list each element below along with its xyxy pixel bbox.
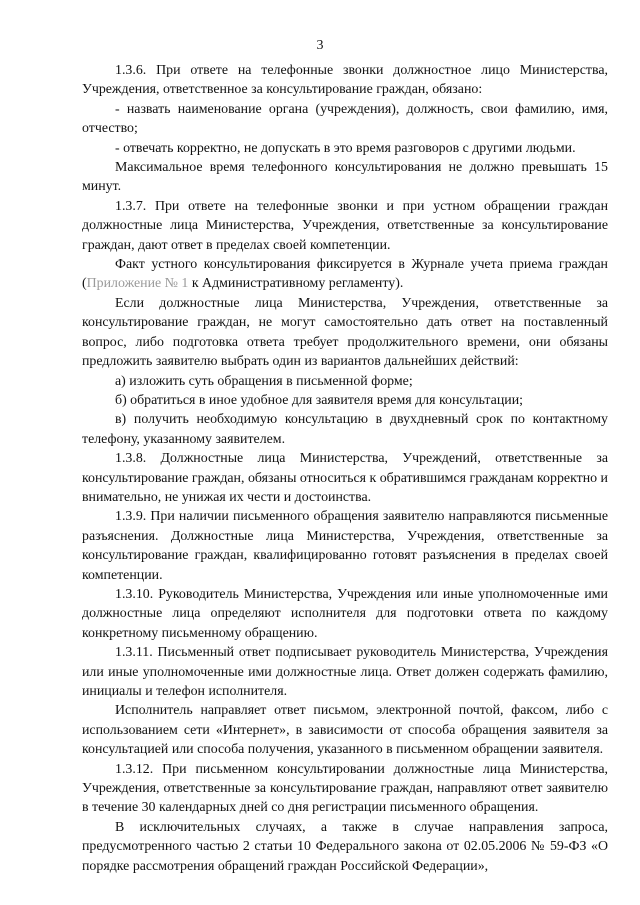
appendix-reference-link[interactable]: Приложение № 1 xyxy=(86,276,189,292)
page-number: 3 xyxy=(316,38,324,53)
paragraph-1-3-8: 1.3.8. Должностные лица Министерства, Учреждений, ответственные за консультирование граждан, обязаны относиться к обратившимся гражданам корректно и внимательно, не унижая их чести и достоинства. xyxy=(82,451,608,505)
paragraph-options-intro: Если должностные лица Министерства, Учреждения, ответственные за консультирование граждан, не могут самостоятельно дать ответ на поставленный вопрос, либо подготовка ответа требует продолжительного времени, они обязаны предложить заявителю выбрать один из вариантов дальнейших действий: xyxy=(82,295,608,370)
paragraph-executor-sends: Исполнитель направляет ответ письмом, электронной почтой, факсом, либо с использованием сети «Интернет», в зависимости от способа обращения заявителя за консультацией или способа получения, указанного в письменном обращении заявителя. xyxy=(82,703,608,758)
document-body xyxy=(82,61,608,876)
paragraph-exceptional-cases: В исключительных случаях, а также в случае направления запроса, предусмотренного частью 2 статьи 10 Федерального закона от 02.05.2006 № 59-ФЗ «О порядке рассмотрения обращений граждан Российской Федерации», xyxy=(82,819,608,874)
option-a: а) изложить суть обращения в письменной форме; xyxy=(115,373,413,389)
option-b: б) обратиться в иное удобное для заявителя время для консультации; xyxy=(115,392,524,408)
journal-text-before: Факт устного консультирования фиксируется в Журнале учета приема граждан ( xyxy=(82,257,608,292)
paragraph-1-3-7: 1.3.7. При ответе на телефонные звонки и при устном обращении граждан должностные лица Министерства, Учреждения, ответственные за консультирование граждан, дают ответ в пределах своей компетенции. xyxy=(82,198,608,253)
paragraph-1-3-12: 1.3.12. При письменном консультировании должностные лица Министерства, Учреждения, ответственные за консультирование граждан, направляют ответ заявителю в течение 30 календарных дней со дня регистрации письменного обращения. xyxy=(82,761,608,816)
list-item-answer-correctly: - отвечать корректно, не допускать в это время разговоров с другими людьми. xyxy=(115,140,576,156)
paragraph-1-3-11: 1.3.11. Письменный ответ подписывает руководитель Министерства, Учреждения или иные уполномоченные ими должностные лица. Ответ должен содержать фамилию, инициалы и телефон исполнителя. xyxy=(82,645,608,699)
paragraph-1-3-10: 1.3.10. Руководитель Министерства, Учреждения или иные уполномоченные ими должностные лица определяют исполнителя для подготовки ответа по каждому конкретному письменному обращению. xyxy=(82,586,608,641)
paragraph-1-3-9: 1.3.9. При наличии письменного обращения заявителю направляются письменные разъяснения. Должностные лица Министерства, Учреждения, ответственные за консультирование граждан, квалифицированно готовят разъяснения в пределах своей компетенции. xyxy=(82,509,608,583)
paragraph-1-3-6: 1.3.6. При ответе на телефонные звонки должностное лицо Министерства, Учреждения, ответственное за консультирование граждан, обязано: xyxy=(82,63,608,98)
paragraph-max-consult-time: Максимальное время телефонного консультирования не должно превышать 15 минут. xyxy=(82,160,608,195)
list-item-name-organization: - назвать наименование органа (учреждения), должность, свои фамилию, имя, отчество; xyxy=(82,101,608,137)
paragraph-journal-record xyxy=(82,255,608,294)
journal-text-after: к Административному регламенту). xyxy=(188,276,404,292)
option-c: в) получить необходимую консультацию в двухдневный срок по контактному телефону, указанному заявителем. xyxy=(82,412,608,447)
